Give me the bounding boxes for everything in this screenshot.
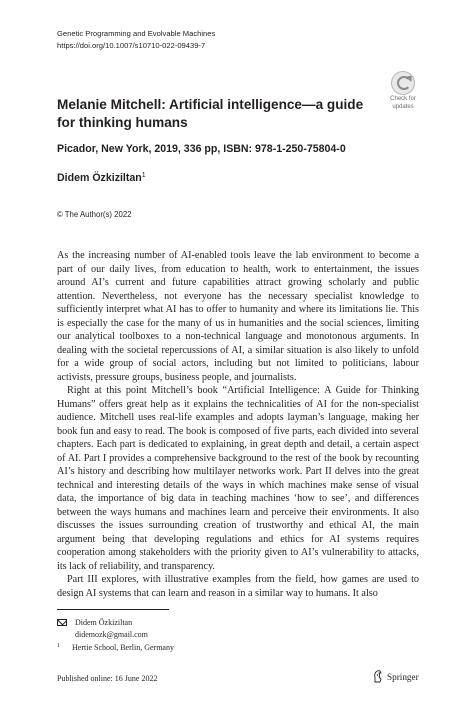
check-for-updates-icon bbox=[391, 71, 415, 95]
check-for-updates-badge[interactable] bbox=[384, 71, 422, 111]
springer-horse-logo bbox=[372, 670, 384, 683]
author-line bbox=[57, 172, 146, 184]
check-updates-label-2: updates bbox=[392, 104, 414, 110]
book-publication-info: Picador, New York, 2019, 336 pp, ISBN: 978-1-250-75804-0 bbox=[57, 143, 346, 155]
check-updates-label-1: Check for bbox=[390, 96, 416, 102]
footnote-rule bbox=[57, 609, 169, 610]
publisher-name: Springer bbox=[387, 671, 419, 682]
journal-name: Genetic Programming and Evolvable Machines bbox=[57, 29, 216, 38]
article-body bbox=[57, 249, 419, 600]
affiliation-number: 1 bbox=[57, 643, 60, 649]
corresponding-author bbox=[57, 617, 148, 640]
author-affiliation-mark: 1 bbox=[141, 172, 146, 179]
article-title: Melanie Mitchell: Artificial intelligence—a guide for thinking humans bbox=[57, 97, 364, 130]
envelope-icon bbox=[57, 619, 67, 626]
affiliation-text: Hertie School, Berlin, Germany bbox=[72, 643, 174, 652]
body-paragraph-2: Right at this point Mitchell’s book “Artificial Intelligence: A Guide for Thinking Humans” offers great help as it explains the technicalities of AI for the non-specialist audience. Mitchell uses real-life examples and adopts layman’s language, making her book fun and easy to read. The book is composed of five parts, each divided into several chapters. Each part is dedicated to explaining, in great depth and detail, a certain aspect of AI. Part I provides a comprehensive background to the rest of the book by recounting AI’s history and describing how multilayer networks work. Part II delves into the great technical and interesting details of the ways in which machines make sense of visual data, the importance of big data in teaching machines ‘how to see’, and differences between the ways humans and machines learn and perceive their environments. It also discusses the issues surrounding creation of trustworthy and ethical AI, the main argument being that developing regulations and ethics for AI systems requires cooperation among stakeholders with the priority given to AI’s vulnerability to attacks, its lack of reliability, and transparency. bbox=[57, 385, 419, 572]
affiliation-footnote bbox=[57, 643, 174, 652]
journal-header bbox=[57, 28, 215, 52]
author-name: Didem Özkiziltan bbox=[57, 172, 142, 184]
contact-name: Didem Özkiziltan bbox=[75, 618, 133, 627]
publisher-logo bbox=[372, 670, 419, 683]
copyright-notice: © The Author(s) 2022 bbox=[57, 210, 132, 219]
body-paragraph-3: Part III explores, with illustrative examples from the field, how games are used to design AI systems that can learn and reason in a similar way to humans. It also bbox=[57, 574, 419, 599]
published-online-date: Published online: 16 June 2022 bbox=[57, 674, 158, 683]
journal-doi-link[interactable]: https://doi.org/10.1007/s10710-022-09439-7 bbox=[57, 41, 206, 50]
contact-email[interactable]: didemozk@gmail.com bbox=[75, 629, 148, 639]
body-paragraph-1: As the increasing number of AI-enabled tools leave the lab environment to become a part of our daily lives, from education to health, work to entertainment, the issues around AI’s current and future capabilities attract growing scholarly and public attention. Nevertheless, not everyone has the necessary specialist knowledge to sufficiently interpret what AI has to offer to humanity and where its limitations lie. This is especially the case for the many of us in humanities and the social sciences, limiting our analytical toolboxes to a non-technical language and monotonous arguments. In dealing with the societal repercussions of AI, a similar situation is also likely to unfold for a wide group of social actors, including but not limited to politicians, labour activists, pressure groups, business people, and journalists. bbox=[57, 250, 419, 383]
